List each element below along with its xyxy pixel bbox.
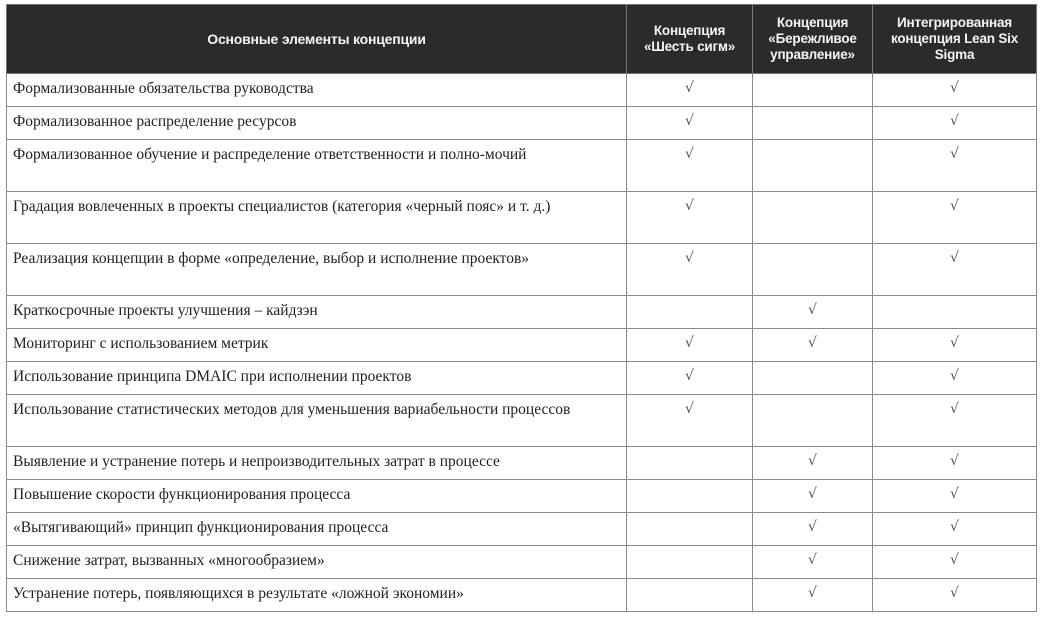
lss-check: √ [873, 140, 1037, 192]
six-sigma-check: √ [627, 244, 753, 296]
table-row [7, 140, 1037, 192]
comparison-table-wrapper [6, 4, 1036, 612]
element-cell: Выявление и устранение потерь и непроизводительных затрат в процессе [7, 447, 627, 480]
lss-check: √ [873, 329, 1037, 362]
lss-check: √ [873, 74, 1037, 107]
element-cell: Краткосрочные проекты улучшения – кайдзэн [7, 296, 627, 329]
lean-check: √ [753, 480, 873, 513]
lean-check [753, 107, 873, 140]
concept-comparison-table [6, 4, 1037, 612]
table-row [7, 296, 1037, 329]
table-row [7, 107, 1037, 140]
lean-check [753, 362, 873, 395]
six-sigma-check [627, 513, 753, 546]
lss-check: √ [873, 107, 1037, 140]
lean-check [753, 74, 873, 107]
table-row [7, 192, 1037, 244]
element-cell: Реализация концепции в форме «определение, выбор и исполнение проектов» [7, 244, 627, 296]
six-sigma-check: √ [627, 362, 753, 395]
element-cell: Использование принципа DMAIC при исполнении проектов [7, 362, 627, 395]
six-sigma-check [627, 546, 753, 579]
six-sigma-check: √ [627, 329, 753, 362]
lss-check: √ [873, 447, 1037, 480]
element-cell: Формализованное распределение ресурсов [7, 107, 627, 140]
header-lean: Концепция «Бережливое управление» [753, 5, 873, 74]
header-elements: Основные элементы концепции [7, 5, 627, 74]
table-row [7, 395, 1037, 447]
element-cell: Мониторинг с использованием метрик [7, 329, 627, 362]
six-sigma-check [627, 296, 753, 329]
lean-check: √ [753, 447, 873, 480]
six-sigma-check: √ [627, 107, 753, 140]
table-row [7, 362, 1037, 395]
lean-check: √ [753, 546, 873, 579]
table-row [7, 579, 1037, 612]
element-cell: Повышение скорости функционирования процесса [7, 480, 627, 513]
header-lean-six-sigma: Интегрированная концепция Lean Six Sigma [873, 5, 1037, 74]
lean-check: √ [753, 579, 873, 612]
table-row [7, 546, 1037, 579]
six-sigma-check: √ [627, 74, 753, 107]
lean-check [753, 192, 873, 244]
lss-check: √ [873, 546, 1037, 579]
lean-check [753, 244, 873, 296]
lean-check: √ [753, 296, 873, 329]
element-cell: Использование статистических методов для уменьшения вариабельности процессов [7, 395, 627, 447]
lss-check: √ [873, 192, 1037, 244]
lean-check [753, 140, 873, 192]
table-body [7, 74, 1037, 612]
lss-check: √ [873, 513, 1037, 546]
lss-check: √ [873, 480, 1037, 513]
element-cell: Градация вовлеченных в проекты специалистов (категория «черный пояс» и т. д.) [7, 192, 627, 244]
lss-check: √ [873, 579, 1037, 612]
six-sigma-check: √ [627, 395, 753, 447]
lss-check [873, 296, 1037, 329]
lss-check: √ [873, 362, 1037, 395]
element-cell: Формализованное обучение и распределение ответственности и полно-мочий [7, 140, 627, 192]
table-row [7, 244, 1037, 296]
lss-check: √ [873, 244, 1037, 296]
element-cell: Снижение затрат, вызванных «многообразием» [7, 546, 627, 579]
element-cell: Формализованные обязательства руководства [7, 74, 627, 107]
six-sigma-check [627, 480, 753, 513]
table-row [7, 74, 1037, 107]
header-six-sigma: Концепция «Шесть сигм» [627, 5, 753, 74]
table-row [7, 447, 1037, 480]
table-row [7, 480, 1037, 513]
six-sigma-check: √ [627, 140, 753, 192]
table-row [7, 513, 1037, 546]
lss-check: √ [873, 395, 1037, 447]
table-row [7, 329, 1037, 362]
six-sigma-check [627, 447, 753, 480]
six-sigma-check: √ [627, 192, 753, 244]
six-sigma-check [627, 579, 753, 612]
lean-check: √ [753, 513, 873, 546]
table-header [7, 5, 1037, 74]
element-cell: Устранение потерь, появляющихся в результате «ложной экономии» [7, 579, 627, 612]
lean-check [753, 395, 873, 447]
header-row [7, 5, 1037, 74]
lean-check: √ [753, 329, 873, 362]
element-cell: «Вытягивающий» принцип функционирования процесса [7, 513, 627, 546]
